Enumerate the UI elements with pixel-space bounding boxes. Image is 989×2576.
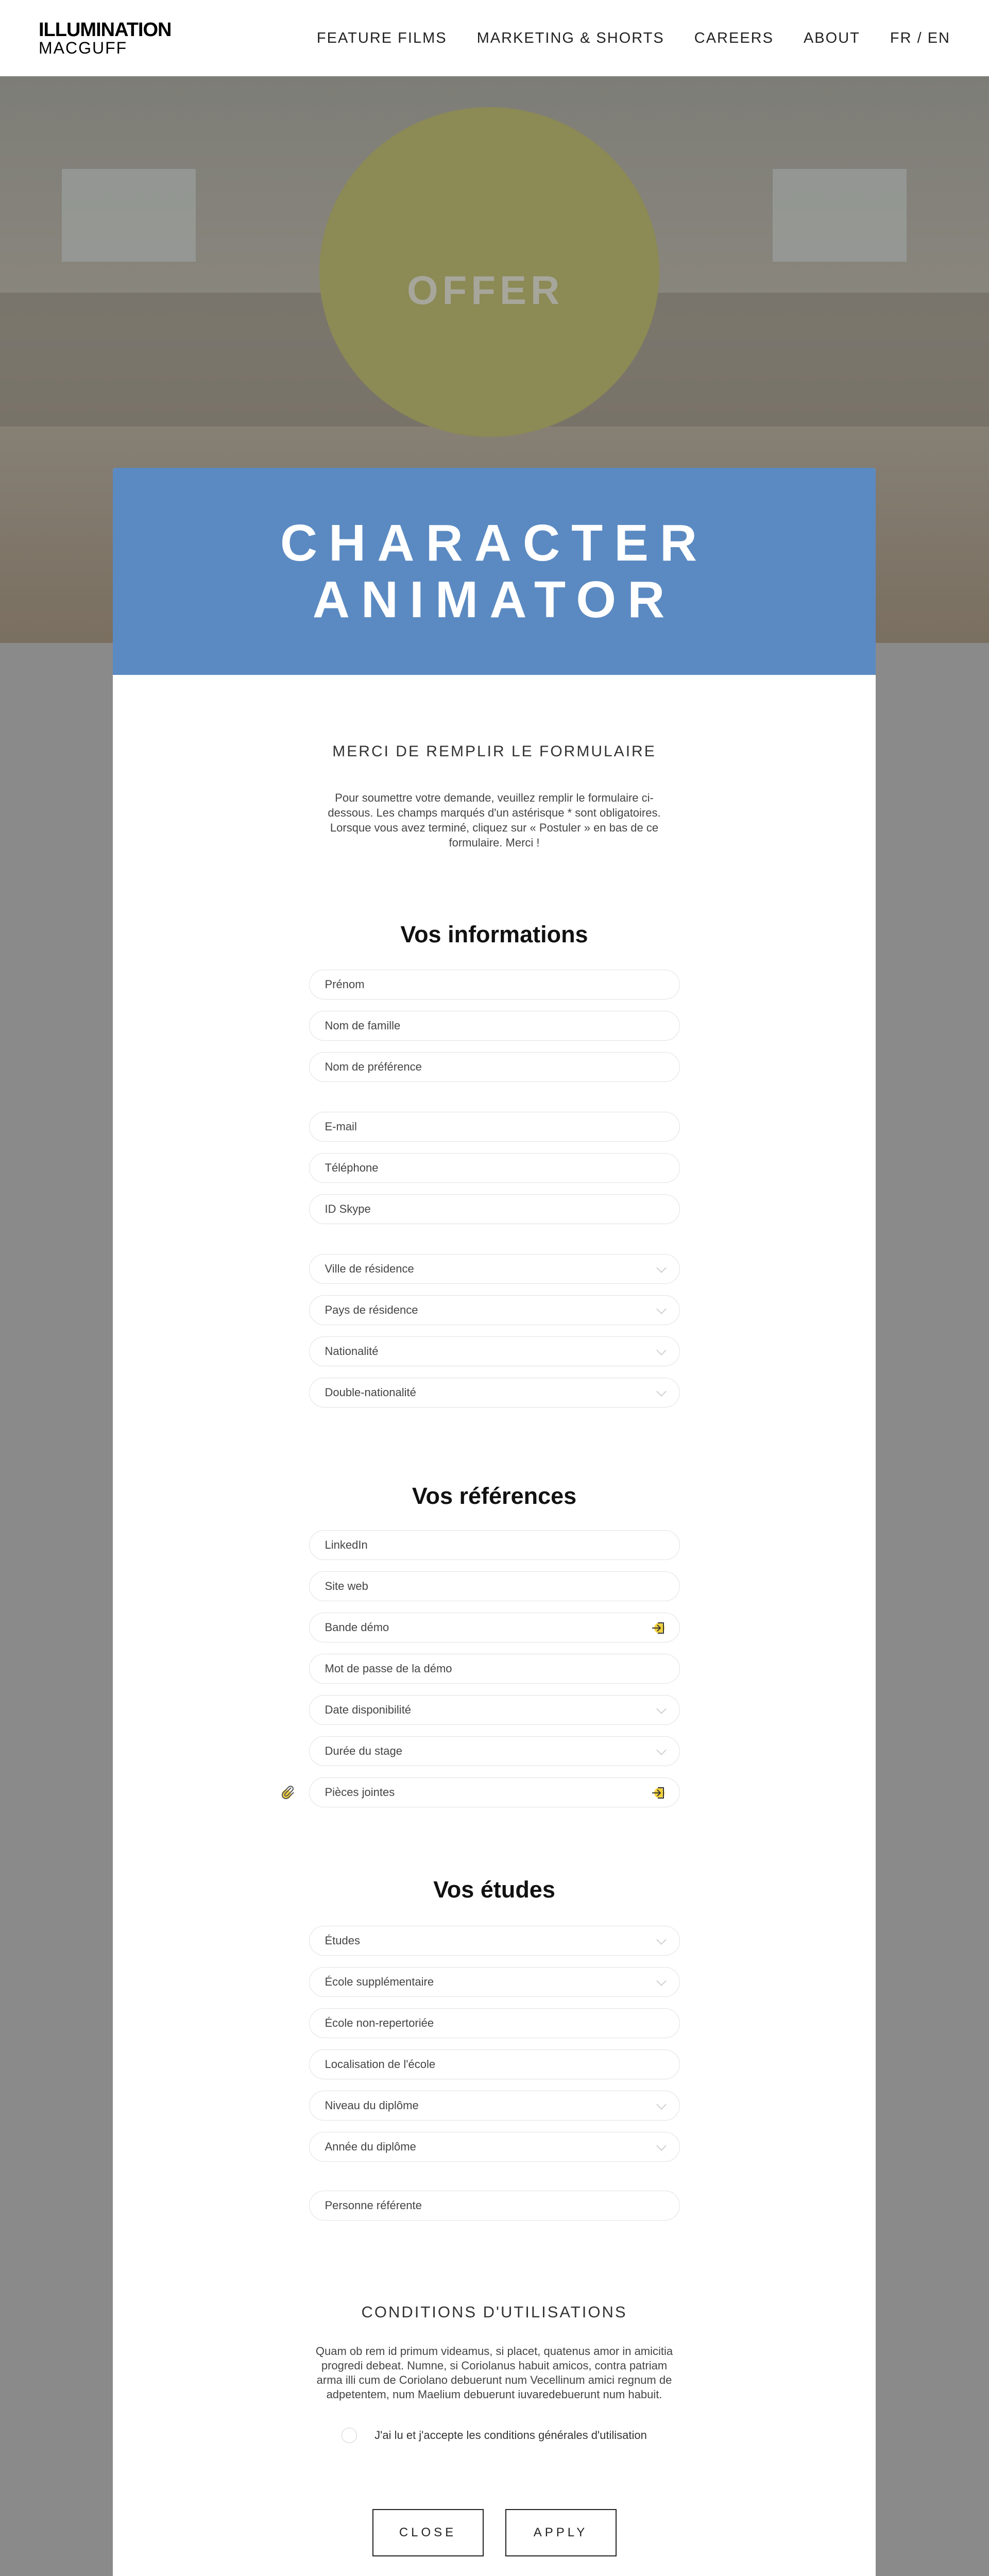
field-placeholder: École supplémentaire <box>325 1975 434 1988</box>
job-title: CHARACTER ANIMATOR <box>280 514 709 629</box>
close-button[interactable]: CLOSE <box>372 2509 484 2556</box>
field-placeholder: ID Skype <box>325 1202 371 1215</box>
website-input[interactable] <box>309 1571 680 1601</box>
chevron-down-icon <box>656 2099 667 2110</box>
referent-person-input[interactable] <box>309 2191 680 2221</box>
field-placeholder: Ville de résidence <box>325 1262 414 1275</box>
accept-terms-label: J'ai lu et j'accepte les conditions générales d'utilisation <box>374 2429 647 2442</box>
logo-bottom-text: MACGUFF <box>39 39 128 57</box>
field-placeholder: Durée du stage <box>325 1744 402 1757</box>
field-placeholder: Site web <box>325 1580 368 1592</box>
linkedin-input[interactable] <box>309 1530 680 1560</box>
email-input[interactable] <box>309 1112 680 1142</box>
country-select[interactable] <box>309 1295 680 1325</box>
nav-about[interactable]: ABOUT <box>803 29 860 46</box>
field-placeholder: Prénom <box>325 978 365 991</box>
field-placeholder: Nationalité <box>325 1345 379 1358</box>
field-placeholder: Localisation de l'école <box>325 2058 436 2071</box>
chevron-down-icon <box>656 1745 667 1755</box>
field-placeholder: E-mail <box>325 1120 357 1133</box>
education-select[interactable] <box>309 1926 680 1956</box>
field-placeholder: Téléphone <box>325 1161 379 1174</box>
field-placeholder: Date disponibilité <box>325 1703 412 1716</box>
section-title-references: Vos références <box>412 1483 577 1509</box>
additional-school-select[interactable] <box>309 1967 680 1997</box>
nav-language-switch[interactable]: FR / EN <box>890 29 950 46</box>
skype-id-input[interactable] <box>309 1194 680 1224</box>
internship-duration-select[interactable] <box>309 1736 680 1766</box>
field-placeholder: Année du diplôme <box>325 2140 416 2153</box>
application-modal <box>113 468 876 2576</box>
field-placeholder: Nom de préférence <box>325 1060 422 1073</box>
main-nav <box>317 30 950 47</box>
hero-sign-text: OFFER <box>407 267 564 313</box>
form-intro: Pour soumettre votre demande, veuillez remplir le formulaire ci-dessous. Les champs marqués d'un astérisque * sont obligatoires. Lorsque vous avez terminé, cliquez sur « Postuler » en bas de ce formulaire. Merci ! <box>328 791 661 849</box>
upload-arrow-icon[interactable] <box>651 1785 666 1801</box>
paperclip-icon <box>280 1784 297 1801</box>
chevron-down-icon <box>656 1704 667 1714</box>
modal-banner <box>113 468 876 675</box>
field-placeholder: Bande démo <box>325 1621 389 1634</box>
graduation-year-select[interactable] <box>309 2132 680 2162</box>
upload-arrow-icon[interactable] <box>651 1620 666 1636</box>
hero-window <box>62 169 196 262</box>
accept-terms-row[interactable] <box>309 2428 680 2443</box>
chevron-down-icon <box>656 1386 667 1397</box>
phone-input[interactable] <box>309 1153 680 1183</box>
form-heading: MERCI DE REMPLIR LE FORMULAIRE <box>332 743 656 760</box>
chevron-down-icon <box>656 1263 667 1273</box>
degree-level-select[interactable] <box>309 2091 680 2121</box>
dual-nationality-select[interactable] <box>309 1378 680 1408</box>
site-header <box>0 0 989 76</box>
preferred-name-input[interactable] <box>309 1052 680 1082</box>
chevron-down-icon <box>656 1304 667 1314</box>
field-placeholder: Personne référente <box>325 2199 422 2212</box>
nav-feature-films[interactable]: FEATURE FILMS <box>316 29 447 46</box>
first-name-input[interactable] <box>309 970 680 999</box>
hero-window <box>773 169 907 262</box>
nav-marketing-shorts[interactable]: MARKETING & SHORTS <box>476 29 664 46</box>
apply-button[interactable]: APPLY <box>505 2509 617 2556</box>
last-name-input[interactable] <box>309 1011 680 1041</box>
chevron-down-icon <box>656 2141 667 2151</box>
field-placeholder: Pays de résidence <box>325 1303 418 1316</box>
city-select[interactable] <box>309 1254 680 1284</box>
field-placeholder: Nom de famille <box>325 1019 401 1032</box>
field-placeholder: LinkedIn <box>325 1538 368 1551</box>
section-title-etudes: Vos études <box>433 1876 555 1903</box>
demo-password-input[interactable] <box>309 1654 680 1684</box>
chevron-down-icon <box>656 1345 667 1355</box>
conditions-text: Quam ob rem id primum videamus, si placet, quatenus amor in amicitia progredi debeat. Numne, si Coriolanus habuit amicos, contra patriam arma illi cum de Coriolano debuerunt num Vecellinum amici regnum de adpetentem, num Maelium debuerunt iuvaredebuerunt num habuit. <box>315 2345 673 2401</box>
nav-careers[interactable]: CAREERS <box>694 29 774 46</box>
availability-date-select[interactable] <box>309 1695 680 1725</box>
application-form <box>309 743 680 2556</box>
demo-reel-upload[interactable] <box>309 1613 680 1642</box>
logo-top-text: ILLUMINATION <box>39 19 172 41</box>
chevron-down-icon <box>656 1976 667 1986</box>
field-placeholder: Études <box>325 1934 360 1947</box>
attachments-upload[interactable] <box>309 1777 680 1807</box>
field-placeholder: École non-repertoriée <box>325 2016 434 2029</box>
accept-terms-radio[interactable] <box>342 2428 357 2443</box>
modal-buttons <box>309 2509 680 2556</box>
chevron-down-icon <box>656 1935 667 1945</box>
field-placeholder: Pièces jointes <box>325 1786 395 1799</box>
unlisted-school-input[interactable] <box>309 2008 680 2038</box>
site-logo[interactable] <box>39 20 171 56</box>
field-placeholder: Mot de passe de la démo <box>325 1662 452 1675</box>
nationality-select[interactable] <box>309 1336 680 1366</box>
school-location-input[interactable] <box>309 2049 680 2079</box>
field-placeholder: Niveau du diplôme <box>325 2099 419 2112</box>
conditions-title: CONDITIONS D'UTILISATIONS <box>361 2303 627 2321</box>
field-placeholder: Double-nationalité <box>325 1386 416 1399</box>
section-title-informations: Vos informations <box>400 921 588 947</box>
